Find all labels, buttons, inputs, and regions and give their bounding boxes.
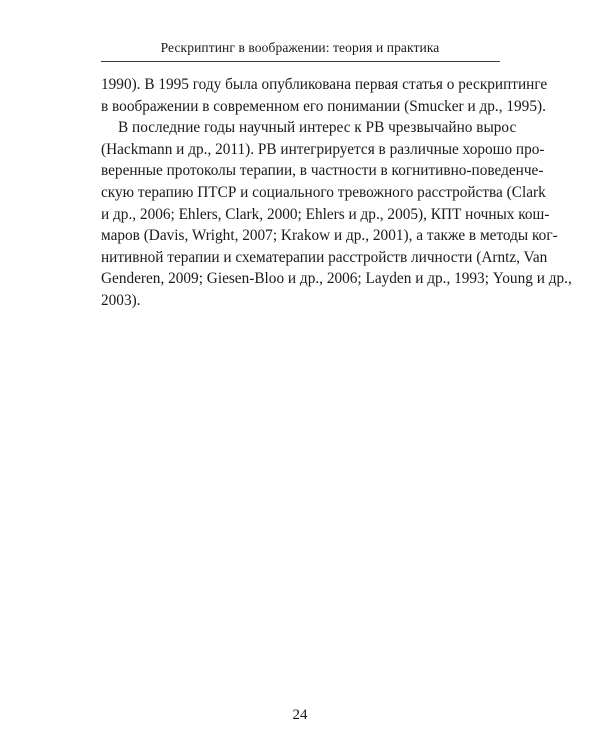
text-line: 2003). <box>101 291 141 309</box>
text-line: Genderen, 2009; Giesen-Bloo и др., 2006; Layden и др., 1993; Young и др., <box>101 270 572 288</box>
text-line: маров (Davis, Wright, 2007; Krakow и др., 2001), а также в методы ког- <box>101 227 558 245</box>
text-line: (Hackmann и др., 2011). РВ интегрируется в различные хорошо про- <box>101 140 545 158</box>
running-head: Рескриптинг в воображении: теория и практика <box>160 40 440 55</box>
body-text <box>101 74 572 312</box>
text-line: веренные протоколы терапии, в частности в когнитивно-поведенче- <box>101 162 544 180</box>
page-number: 24 <box>292 707 308 723</box>
header-rule <box>101 61 500 62</box>
text-line: 1990). В 1995 году была опубликована первая статья о рескриптинге <box>101 76 548 93</box>
text-line: нитивной терапии и схематерапии расстройств личности (Arntz, Van <box>101 248 548 266</box>
text-line: скую терапию ПТСР и социального тревожного расстройства (Clark <box>101 183 546 201</box>
text-line: в воображении в современном его понимании (Smucker и др., 1995). <box>101 97 546 115</box>
text-line: и др., 2006; Ehlers, Clark, 2000; Ehlers и др., 2005), КПТ ночных кош- <box>101 205 550 223</box>
text-line: В последние годы научный интерес к РВ чрезвычайно вырос <box>118 119 517 137</box>
